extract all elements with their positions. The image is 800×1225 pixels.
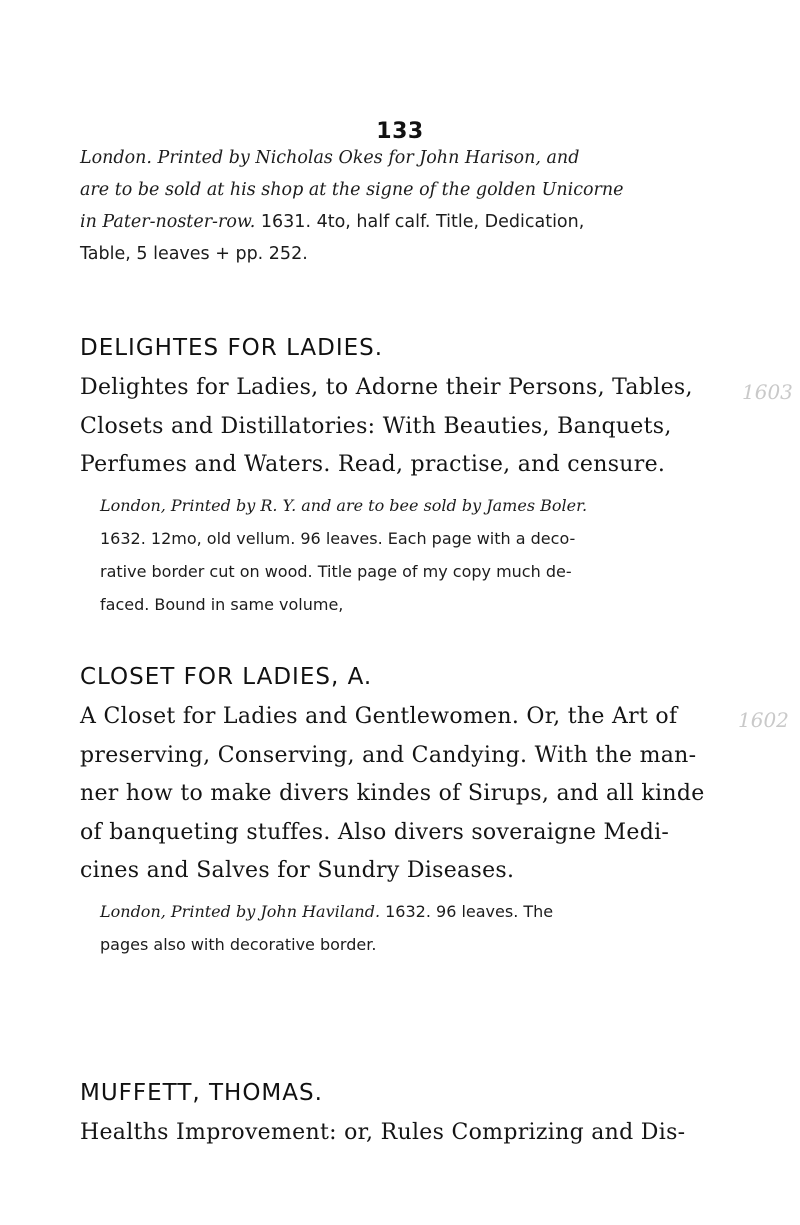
note-line: London, Printed by John Haviland. 1632. 96 leaves. The [100, 901, 554, 921]
entry-heading: DELIGHTES FOR LADIES. [80, 335, 384, 361]
title-line: ner how to make divers kindes of Sirups, and all kinde [80, 781, 705, 806]
entry-title [80, 369, 756, 485]
entry-muffett-thomas [80, 1078, 756, 1153]
title-line: preserving, Conserving, and Candying. With the man- [80, 742, 697, 768]
entry-heading: MUFFETT, THOMAS. [80, 1080, 323, 1106]
note-line: rative border cut on wood. Title page of my copy much de- [100, 561, 572, 581]
imprint-line: Table, 5 leaves + pp. 252. [80, 244, 308, 264]
page-number: 133 [376, 119, 424, 144]
title-line: of banqueting stuffes. Also divers soveraigne Medi- [80, 819, 670, 845]
entry-note [80, 895, 756, 961]
entry-title [80, 698, 756, 891]
first-entry-imprint [80, 142, 756, 270]
note-line: pages also with decorative border. [100, 934, 377, 954]
entry-closet-for-ladies [80, 662, 756, 961]
entry-heading: CLOSET FOR LADIES, A. [80, 664, 373, 690]
imprint-line: London. Printed by Nicholas Okes for John Harison, and [80, 148, 580, 168]
entry-note [80, 489, 756, 621]
note-line: London, Printed by R. Y. and are to bee sold by James Boler. [100, 495, 588, 515]
title-line: A Closet for Ladies and Gentlewomen. Or, the Art of [80, 704, 678, 729]
title-line: Closets and Distillatories: With Beauties, Banquets, [80, 413, 672, 439]
pencil-margin-note: 1603 [742, 380, 793, 404]
imprint-line: in Pater-noster-row. 1631. 4to, half calf. Title, Dedication, [80, 212, 585, 232]
note-line: faced. Bound in same volume, [100, 594, 344, 614]
imprint-line: are to be sold at his shop at the signe of the golden Unicorne [80, 180, 624, 200]
pencil-margin-note: 1602 [738, 708, 789, 732]
title-line: Perfumes and Waters. Read, practise, and censure. [80, 452, 666, 477]
title-line: Healths Improvement: or, Rules Comprizing and Dis- [80, 1120, 686, 1145]
note-line: 1632. 12mo, old vellum. 96 leaves. Each page with a deco- [100, 528, 576, 548]
entry-delightes-for-ladies [80, 333, 756, 621]
title-line: cines and Salves for Sundry Diseases. [80, 858, 515, 883]
title-line: Delightes for Ladies, to Adorne their Persons, Tables, [80, 375, 693, 400]
entry-title [80, 1114, 756, 1153]
